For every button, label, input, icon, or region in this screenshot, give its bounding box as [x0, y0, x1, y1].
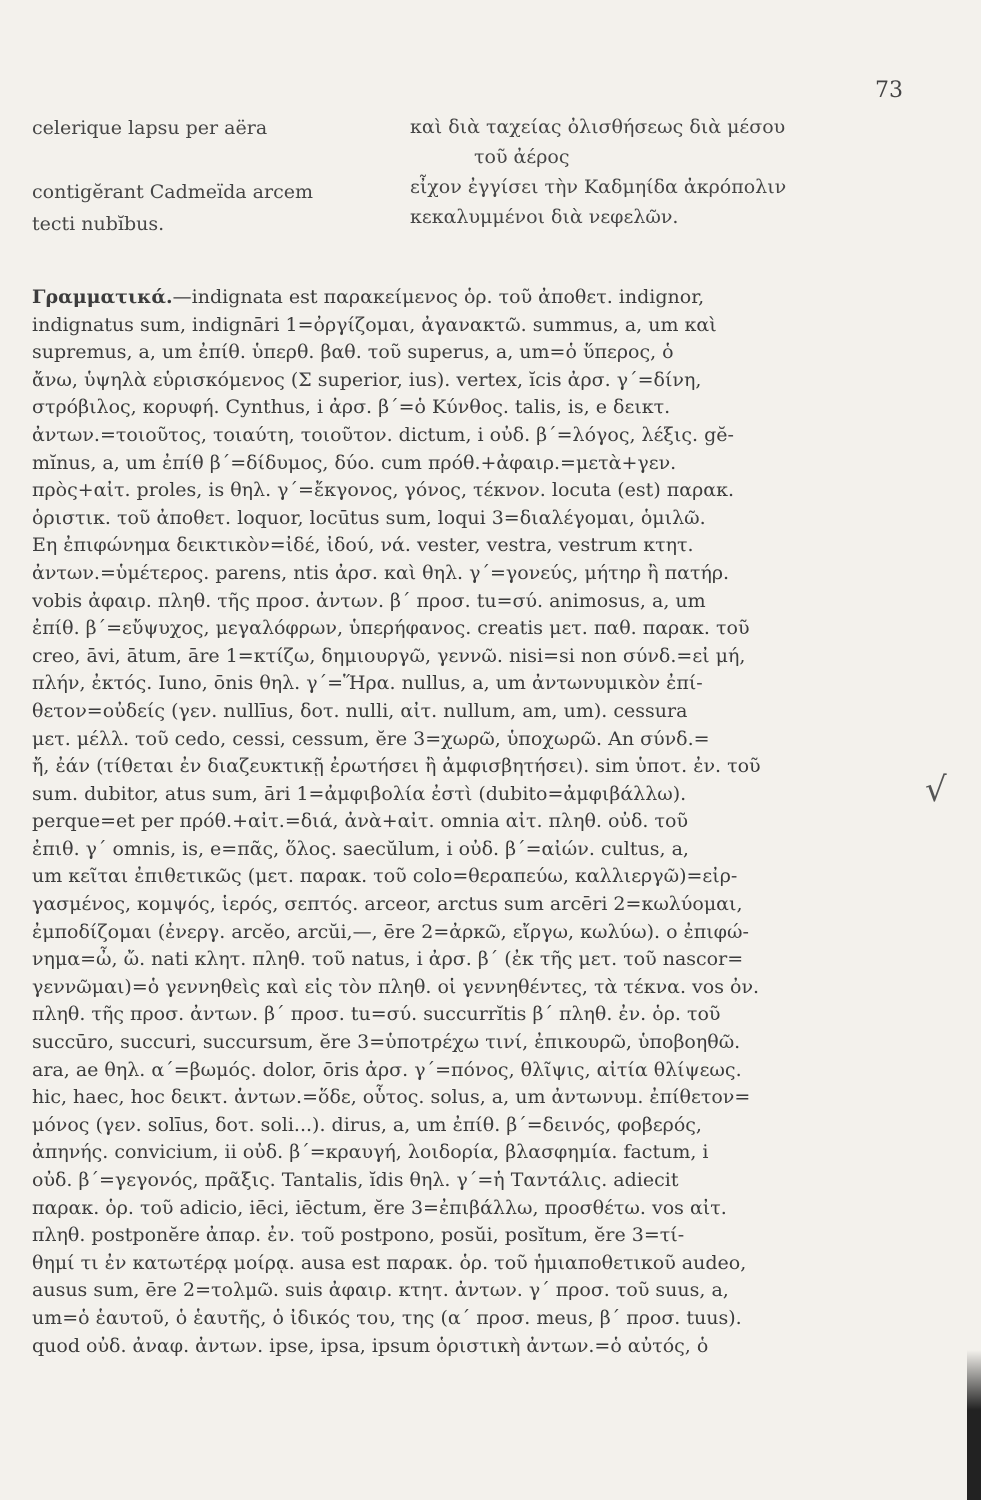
grammar-line: ἐπιθ. γ΄ omnis, is, e=πᾶς, ὅλος. saecŭlum, i οὐδ. β΄=αἰών. cultus, a, [32, 837, 689, 860]
grammar-line: quod οὐδ. ἀναφ. ἀντων. ipse, ipsa, ipsum ὁριστικὴ ἀντων.=ὁ αὐτός, ὁ [32, 1334, 709, 1357]
section-heading: Γραμματικά. [32, 286, 173, 308]
grammar-line: γασμένος, κομψός, ἱερός, σεπτός. arceor, arctus sum arcēri 2=κωλύομαι, [32, 893, 743, 916]
latin-verse-line: contigĕrant Cadmeïda arcem [32, 181, 313, 203]
grammar-line: στρόβιλος, κορυφή. Cynthus, i ἀρσ. β΄=ὁ Κύνθος. talis, is, e δεικτ. [32, 396, 671, 419]
grammar-line: ἀπηνής. convicium, ii οὐδ. β΄=κραυγή, λοιδορία, βλασφημία. factum, i [32, 1141, 709, 1164]
grammar-line: πλήν, ἐκτός. Iuno, ōnis θηλ. γ΄=Ἥρα. nullus, a, um ἀντωνυμικὸν ἐπί- [32, 672, 703, 695]
greek-verse-line: εἶχον ἐγγίσει τὴν Καδμηίδα ἀκρόπολιν [410, 176, 787, 198]
page-edge-shadow [967, 1350, 981, 1500]
grammar-line: um=ὁ ἑαυτοῦ, ὁ ἑαυτῆς, ὁ ἰδικός του, της (α΄ προσ. meus, β΄ προσ. tuus). [32, 1306, 742, 1329]
grammar-line: perque=et per πρόθ.+αἰτ.=διά, ἀνὰ+αἰτ. omnia αἰτ. πληθ. οὐδ. τοῦ [32, 810, 688, 833]
grammar-line: ἐμποδίζομαι (ἐνεργ. arcĕo, arcŭi,—, ēre 2=ἀρκῶ, εἴργω, κωλύω). ο ἐπιφώ- [32, 920, 749, 943]
grammar-line: Εη ἐπιφώνημα δεικτικὸν=ἰδέ, ἰδού, νά. vester, vestra, vestrum κτητ. [32, 534, 694, 557]
grammar-line: θετον=οὐδείς (γεν. nullīus, δοτ. nulli, αἰτ. nullum, am, um). cessura [32, 699, 688, 722]
greek-verse-line: κεκαλυμμένοι διὰ νεφελῶν. [410, 206, 679, 228]
grammar-line: μετ. μέλλ. τοῦ cedo, cessi, cessum, ĕre 3=χωρῶ, ὑποχωρῶ. An σύνδ.= [32, 727, 710, 750]
margin-check-mark: √ [925, 770, 947, 810]
grammar-line: θημί τι ἐν κατωτέρᾳ μοίρᾳ. ausa est παρακ. ὁρ. τοῦ ἡμιαποθετικοῦ audeo, [32, 1251, 747, 1274]
grammar-line: ἐπίθ. β΄=εὔψυχος, μεγαλόφρων, ὑπερήφανος. creatis μετ. παθ. παρακ. τοῦ [32, 617, 750, 640]
grammar-line: creo, āvi, ātum, āre 1=κτίζω, δημιουργῶ, γεννῶ. nisi=si non σύνδ.=εἰ μή, [32, 644, 746, 667]
greek-verse-line: καὶ διὰ ταχείας ὀλισθήσεως διὰ μέσου [410, 116, 786, 138]
grammar-line: supremus, a, um ἐπίθ. ὑπερθ. βαθ. τοῦ superus, a, um=ὁ ὕπερος, ὁ [32, 341, 674, 364]
latin-verse-column [32, 112, 313, 240]
grammar-line [32, 284, 912, 312]
grammar-line: πληθ. τῆς προσ. ἀντων. β΄ προσ. tu=σύ. succurrĭtis β΄ πληθ. ἐν. ὁρ. τοῦ [32, 1003, 721, 1026]
grammar-line: hic, haec, hoc δεικτ. ἀντων.=ὅδε, οὗτος. solus, a, um ἀντωνυμ. ἐπίθετον= [32, 1086, 751, 1109]
grammar-line: ἄνω, ὑψηλὰ εὑρισκόμενος (Σ superior, ius). vertex, ĭcis ἀρσ. γ΄=δίνη, [32, 368, 702, 391]
grammar-line: indignatus sum, indignāri 1=ὀργίζομαι, ἀγανακτῶ. summus, a, um καὶ [32, 313, 717, 336]
grammar-line: ἤ, ἐάν (τίθεται ἐν διαζευκτικῇ ἐρωτήσει ἢ ἀμφισβητήσει). sim ὑποτ. ἐν. τοῦ [32, 755, 761, 778]
latin-verse-line: tecti nubĭbus. [32, 213, 165, 235]
grammar-line: mĭnus, a, um ἐπίθ β΄=δίδυμος, δύο. cum πρόθ.+ἀφαιρ.=μετὰ+γεν. [32, 451, 677, 474]
grammar-line: οὐδ. β΄=γεγονός, πρᾶξις. Tantalis, ĭdis θηλ. γ΄=ἡ Ταντάλις. adiecit [32, 1169, 679, 1191]
grammar-line: γεννῶμαι)=ὁ γεννηθεὶς καὶ εἰς τὸν πληθ. οἱ γεννηθέντες, τὰ τέκνα. vos ὀν. [32, 975, 760, 998]
latin-verse-line [32, 144, 313, 176]
grammar-line-text: —indignata est παρακείμενος ὁρ. τοῦ ἀποθετ. indignor, [172, 286, 705, 308]
greek-verse-line: τοῦ ἀέρος [474, 146, 570, 168]
grammar-line: vobis ἀφαιρ. πληθ. τῆς προσ. ἀντων. β΄ προσ. tu=σύ. animosus, a, um [32, 589, 706, 612]
grammar-line: ὁριστικ. τοῦ ἀποθετ. loquor, locūtus sum, loqui 3=διαλέγομαι, ὁμιλῶ. [32, 506, 706, 529]
grammar-line: ausus sum, ēre 2=τολμῶ. suis ἀφαιρ. κτητ. ἀντων. γ΄ προσ. τοῦ suus, a, [32, 1279, 729, 1302]
grammar-notes [32, 284, 912, 1360]
greek-translation-column [410, 112, 910, 232]
grammar-line: παρακ. ὁρ. τοῦ adicio, iēci, iēctum, ĕre 3=ἐπιβάλλω, προσθέτω. vos αἰτ. [32, 1196, 727, 1219]
grammar-line: πρὸς+αἰτ. proles, is θηλ. γ΄=ἔκγονος, γόνος, τέκνον. locuta (est) παρακ. [32, 479, 734, 502]
grammar-line: sum. dubitor, atus sum, āri 1=ἀμφιβολία ἐστὶ (dubito=ἀμφιβάλλω). [32, 782, 687, 805]
grammar-line: succūro, succuri, succursum, ĕre 3=ὑποτρέχω τινί, ἐπικουρῶ, ὑποβοηθῶ. [32, 1031, 741, 1054]
grammar-line: ἀντων.=ὑμέτερος. parens, ntis ἀρσ. καὶ θηλ. γ΄=γονεύς, μήτηρ ἢ πατήρ. [32, 561, 730, 584]
grammar-line: ἀντων.=τοιοῦτος, τοιαύτη, τοιοῦτον. dictum, i οὐδ. β΄=λόγος, λέξις. gĕ- [32, 423, 734, 446]
grammar-line: πληθ. postponĕre ἀπαρ. ἐν. τοῦ postpono, posŭi, posĭtum, ĕre 3=τί- [32, 1224, 685, 1247]
grammar-line: νημα=ὦ, ὤ. nati κλητ. πληθ. τοῦ natus, i ἀρσ. β΄ (ἐκ τῆς μετ. τοῦ nascor= [32, 948, 744, 971]
grammar-line: um κεῖται ἐπιθετικῶς (μετ. παρακ. τοῦ colo=θεραπεύω, καλλιεργῶ)=εἰρ- [32, 865, 738, 888]
grammar-line: μόνος (γεν. solīus, δοτ. soli...). dirus, a, um ἐπίθ. β΄=δεινός, φοβερός, [32, 1113, 702, 1136]
latin-verse-line: celerique lapsu per aëra [32, 117, 268, 139]
grammar-line: ara, ae θηλ. α΄=βωμός. dolor, ōris ἀρσ. γ΄=πόνος, θλῖψις, αἰτία θλίψεως. [32, 1058, 742, 1081]
page-number: 73 [875, 78, 903, 103]
